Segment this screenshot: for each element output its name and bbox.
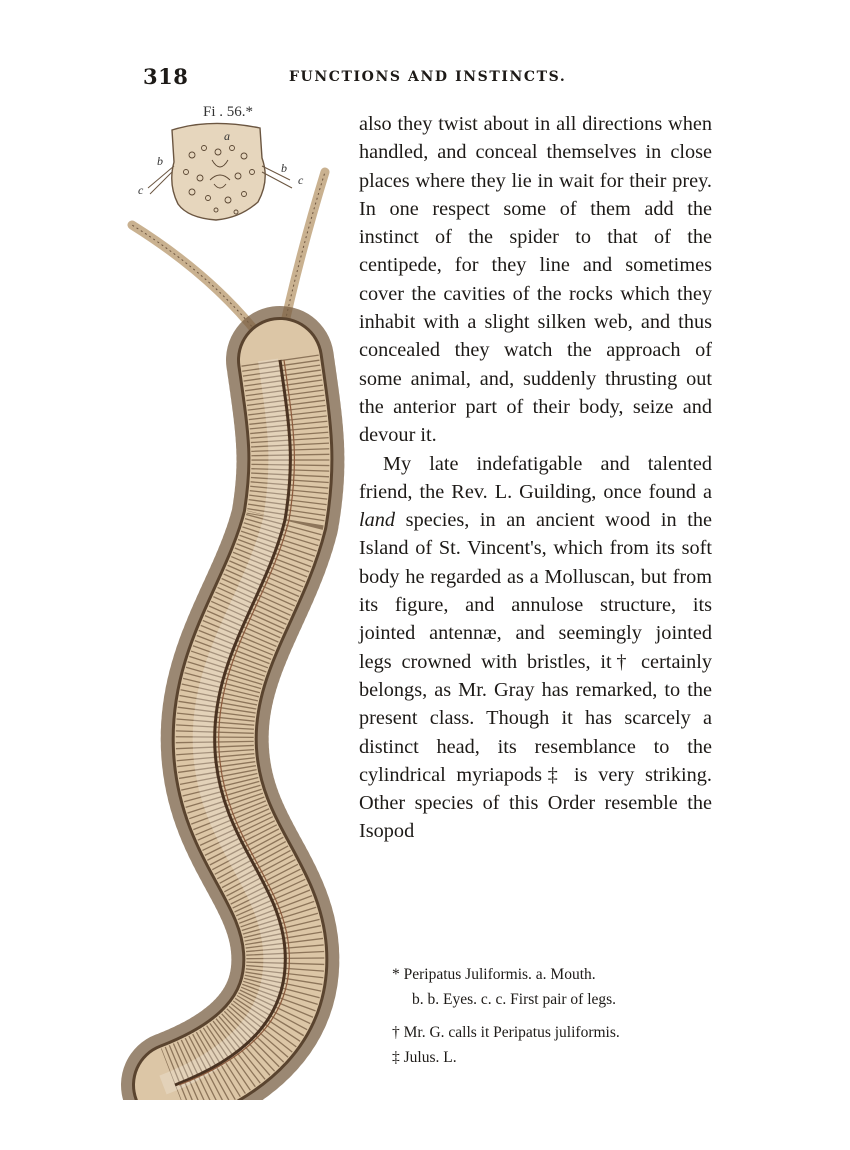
paragraph-2-start: My late indefatigable and talented friend, the Rev. L. Guilding, once found a bbox=[359, 452, 712, 503]
footnote-2: † Mr. G. calls it Peripatus juliformis. bbox=[392, 1024, 620, 1041]
letter-c-left: c bbox=[138, 183, 144, 197]
footnote-3: ‡ Julus. L. bbox=[392, 1049, 457, 1066]
paragraph-1: also they twist about in all directions when handled, and conceal themselves in close places where they lie in wait for their prey. In one respect some of them add the instinct of the spider to that of the centipede, for they line and sometimes cover the cavities of the rocks which they inhabit with a slight silken web, and thus concealed they watch the approach of some animal, and, suddenly thrusting out the anterior part of their body, seize and devour it. bbox=[359, 113, 712, 447]
page-number: 318 bbox=[143, 64, 189, 89]
italic-land: land bbox=[359, 509, 396, 532]
letter-a: a bbox=[224, 129, 230, 143]
footnotes bbox=[392, 962, 722, 1070]
letter-b-right: b bbox=[281, 161, 287, 175]
footnote-1-line-2: b. b. Eyes. c. c. First pair of legs. bbox=[412, 991, 617, 1008]
paragraph-2-rest: species, in an ancient wood in the Island of St. Vincent's, which from its soft body he regarded as a Molluscan, but from its figure, and annulose structure, its jointed antennæ, and seemingly jointed legs crowned with bristles, it† certainly belongs, as Mr. Gray has remarked, to the present class. Though it has scarcely a distinct head, its resemblance to the cylindrical myriapods‡ is very striking. Other species of this Order resemble the Isopod bbox=[359, 509, 712, 843]
running-head: FUNCTIONS AND INSTINCTS. bbox=[289, 69, 567, 85]
footnote-1-line-1: * Peripatus Juliformis. a. Mouth. bbox=[392, 966, 596, 983]
figure-label: Fi . 56.* bbox=[203, 104, 254, 120]
letter-b-left: b bbox=[157, 154, 163, 168]
paragraph-2 bbox=[359, 450, 712, 846]
peripatus-illustration bbox=[120, 100, 360, 1100]
letter-c-right: c bbox=[298, 173, 304, 187]
body-text bbox=[359, 110, 712, 846]
head-detail bbox=[138, 123, 304, 220]
